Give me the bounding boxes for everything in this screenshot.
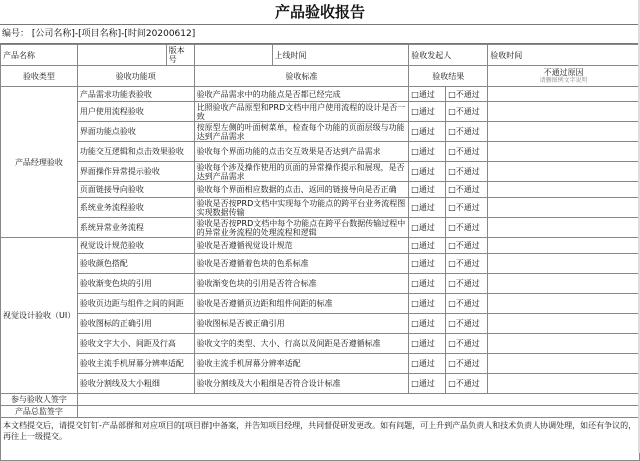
fail-checkbox[interactable]: □不通过 xyxy=(446,122,488,142)
director-label: 产品总监签字 xyxy=(1,406,78,418)
not-pass-reason-cell[interactable] xyxy=(488,334,640,354)
launch-time-label: 上线时间 xyxy=(272,45,409,66)
feature-cell: 页面链接导向验收 xyxy=(77,182,194,198)
pass-checkbox[interactable]: □通过 xyxy=(409,182,446,198)
standard-cell: 验收分割线及大小粗细是否符合设计标准 xyxy=(194,374,409,394)
fail-checkbox[interactable]: □不通过 xyxy=(446,87,488,102)
fail-checkbox[interactable]: □不通过 xyxy=(446,142,488,162)
feature-cell: 用户使用流程验收 xyxy=(77,102,194,122)
table-row xyxy=(1,122,640,142)
table-row xyxy=(1,142,640,162)
acceptance-type-cell: 产品经理验收 xyxy=(1,87,78,238)
result-header: 验收结果 xyxy=(409,66,488,87)
not-pass-reason-cell[interactable] xyxy=(488,238,640,254)
fail-checkbox[interactable]: □不通过 xyxy=(446,238,488,254)
standard-cell: 验收每个界面相应数据的点击、返回的链接导向是否正确 xyxy=(194,182,409,198)
table-row xyxy=(1,162,640,182)
standard-cell: 验收是否遵循视觉设计规范 xyxy=(194,238,409,254)
not-pass-reason-label: 不通过原因 xyxy=(543,67,584,77)
standard-cell: 验收文字的类型、大小、行高以及间距是否遵循标准 xyxy=(194,334,409,354)
standard-cell: 验收图标是否被正确引用 xyxy=(194,314,409,334)
product-name-value[interactable] xyxy=(77,45,166,66)
acceptance-time-label: 验收时间 xyxy=(488,45,640,66)
standard-cell: 验收是否按PRD文档中实现每个功能点的跨平台业务流程图实现数据传输 xyxy=(194,198,409,218)
table-row xyxy=(1,198,640,218)
feature-cell: 验收主流手机屏幕分辨率适配 xyxy=(77,354,194,374)
fail-checkbox[interactable]: □不通过 xyxy=(446,374,488,394)
not-pass-reason-cell[interactable] xyxy=(488,218,640,238)
pass-checkbox[interactable]: □通过 xyxy=(409,198,446,218)
table-row xyxy=(1,87,640,102)
pass-checkbox[interactable]: □通过 xyxy=(409,87,446,102)
fail-checkbox[interactable]: □不通过 xyxy=(446,162,488,182)
not-pass-reason-cell[interactable] xyxy=(488,182,640,198)
not-pass-reason-cell[interactable] xyxy=(488,87,640,102)
pass-checkbox[interactable]: □通过 xyxy=(409,334,446,354)
standard-cell: 验收是否遵循页边距和组件间距的标准 xyxy=(194,294,409,314)
table-row xyxy=(1,334,640,354)
not-pass-reason-cell[interactable] xyxy=(488,102,640,122)
standard-cell: 验收渐变色块的引用是否符合标准 xyxy=(194,274,409,294)
not-pass-reason-cell[interactable] xyxy=(488,314,640,334)
table-row xyxy=(1,354,640,374)
feature-cell: 验收渐变色块的引用 xyxy=(77,274,194,294)
not-pass-reason-cell[interactable] xyxy=(488,198,640,218)
table-row xyxy=(1,374,640,394)
table-row xyxy=(1,218,640,238)
standard-cell: 验收主流手机屏幕分辨率适配 xyxy=(194,354,409,374)
signature-row-participants xyxy=(1,394,640,406)
director-signature[interactable] xyxy=(77,406,639,418)
doc-number: 编号： [公司名称]-[项目名称]-[时间20200612] xyxy=(0,24,640,44)
table-row xyxy=(1,238,640,254)
pass-checkbox[interactable]: □通过 xyxy=(409,314,446,334)
feature-cell: 系统异常业务流程 xyxy=(77,218,194,238)
initiator-label: 验收发起人 xyxy=(409,45,488,66)
fail-checkbox[interactable]: □不通过 xyxy=(446,274,488,294)
not-pass-reason-cell[interactable] xyxy=(488,354,640,374)
feature-cell: 界面功能点验收 xyxy=(77,122,194,142)
remark-row xyxy=(1,418,640,461)
info-row xyxy=(1,45,640,66)
pass-checkbox[interactable]: □通过 xyxy=(409,254,446,274)
feature-cell: 验收颜色搭配 xyxy=(77,254,194,274)
feature-cell: 验收分割线及大小粗细 xyxy=(77,374,194,394)
acceptance-type-cell: 视觉设计验收（UI） xyxy=(1,238,78,394)
standard-cell: 按原型左侧的叶面树菜单，检查每个功能的页面层级与功能达到产品需求 xyxy=(194,122,409,142)
type-header: 验收类型 xyxy=(1,66,78,87)
not-pass-reason-cell[interactable] xyxy=(488,374,640,394)
not-pass-note: 请删图例文字说明 xyxy=(539,76,588,84)
standard-cell: 验收是否按PRD文档中每个功能点在跨平台数据传输过程中的异常业务流程的处理流程和逻辑 xyxy=(194,218,409,238)
table-header-row xyxy=(1,66,640,87)
pass-checkbox[interactable]: □通过 xyxy=(409,142,446,162)
feature-cell: 验收文字大小、间距及行高 xyxy=(77,334,194,354)
reason-header xyxy=(488,66,640,87)
feature-cell: 产品需求功能表验收 xyxy=(77,87,194,102)
standard-cell: 验收是否遵循着色块的色系标准 xyxy=(194,254,409,274)
table-row xyxy=(1,182,640,198)
acceptance-rows xyxy=(1,87,640,394)
table-row xyxy=(1,274,640,294)
fail-checkbox[interactable]: □不通过 xyxy=(446,254,488,274)
pass-checkbox[interactable]: □通过 xyxy=(409,374,446,394)
pass-checkbox[interactable]: □通过 xyxy=(409,294,446,314)
remark-text: 本文档提交后，请提交钉钉-产品部群和对应项目的[项目群]中备案，并告知项目经理，共同督促研发更改。如有问题，可上升到产品负责人和技术负责人协调处理，如还有争议的，再往上一级提交。 xyxy=(1,418,640,461)
standard-cell: 验收产品需求中的功能点是否都已经完成 xyxy=(194,87,409,102)
standard-cell: 比照验收产品原型和PRD文档中用户使用流程的设计是否一致 xyxy=(194,102,409,122)
feature-cell: 验收页边距与组件之间的间距 xyxy=(77,294,194,314)
not-pass-reason-cell[interactable] xyxy=(488,162,640,182)
report-title: 产品验收报告 xyxy=(0,0,640,25)
fail-checkbox[interactable]: □不通过 xyxy=(446,102,488,122)
pass-checkbox[interactable]: □通过 xyxy=(409,274,446,294)
fail-checkbox[interactable]: □不通过 xyxy=(446,218,488,238)
not-pass-reason-cell[interactable] xyxy=(488,122,640,142)
table-row xyxy=(1,254,640,274)
table-row xyxy=(1,314,640,334)
fail-checkbox[interactable]: □不通过 xyxy=(446,294,488,314)
participants-label: 参与验收人签字 xyxy=(1,394,78,406)
fail-checkbox[interactable]: □不通过 xyxy=(446,198,488,218)
standard-cell: 验收每个涉及操作使用的页面的异常操作提示和展现，是否达到产品需求 xyxy=(194,162,409,182)
not-pass-reason-cell[interactable] xyxy=(488,254,640,274)
feature-cell: 视觉设计规范验收 xyxy=(77,238,194,254)
standard-cell: 验收每个界面功能的点击交互效果是否达到产品需求 xyxy=(194,142,409,162)
not-pass-reason-cell[interactable] xyxy=(488,294,640,314)
pass-checkbox[interactable]: □通过 xyxy=(409,238,446,254)
pass-checkbox[interactable]: □通过 xyxy=(409,218,446,238)
feature-cell: 功能交互逻辑和点击效果验收 xyxy=(77,142,194,162)
pass-checkbox[interactable]: □通过 xyxy=(409,354,446,374)
table-row xyxy=(1,102,640,122)
acceptance-table xyxy=(0,44,640,461)
fail-checkbox[interactable]: □不通过 xyxy=(446,182,488,198)
feature-cell: 系统业务流程验收 xyxy=(77,198,194,218)
fail-checkbox[interactable]: □不通过 xyxy=(446,354,488,374)
pass-checkbox[interactable]: □通过 xyxy=(409,122,446,142)
pass-checkbox[interactable]: □通过 xyxy=(409,162,446,182)
standard-header: 验收标准 xyxy=(194,66,409,87)
fail-checkbox[interactable]: □不通过 xyxy=(446,314,488,334)
feature-cell: 验收图标的正确引用 xyxy=(77,314,194,334)
feature-header: 验收功能项 xyxy=(77,66,194,87)
signature-row-director xyxy=(1,406,640,418)
not-pass-reason-cell[interactable] xyxy=(488,142,640,162)
feature-cell: 界面操作异常提示验收 xyxy=(77,162,194,182)
participants-signature[interactable] xyxy=(77,394,639,406)
product-name-label: 产品名称 xyxy=(1,45,78,66)
fail-checkbox[interactable]: □不通过 xyxy=(446,334,488,354)
not-pass-reason-cell[interactable] xyxy=(488,274,640,294)
version-value[interactable] xyxy=(194,45,272,66)
version-label: 版本号 xyxy=(166,45,194,66)
pass-checkbox[interactable]: □通过 xyxy=(409,102,446,122)
table-row xyxy=(1,294,640,314)
